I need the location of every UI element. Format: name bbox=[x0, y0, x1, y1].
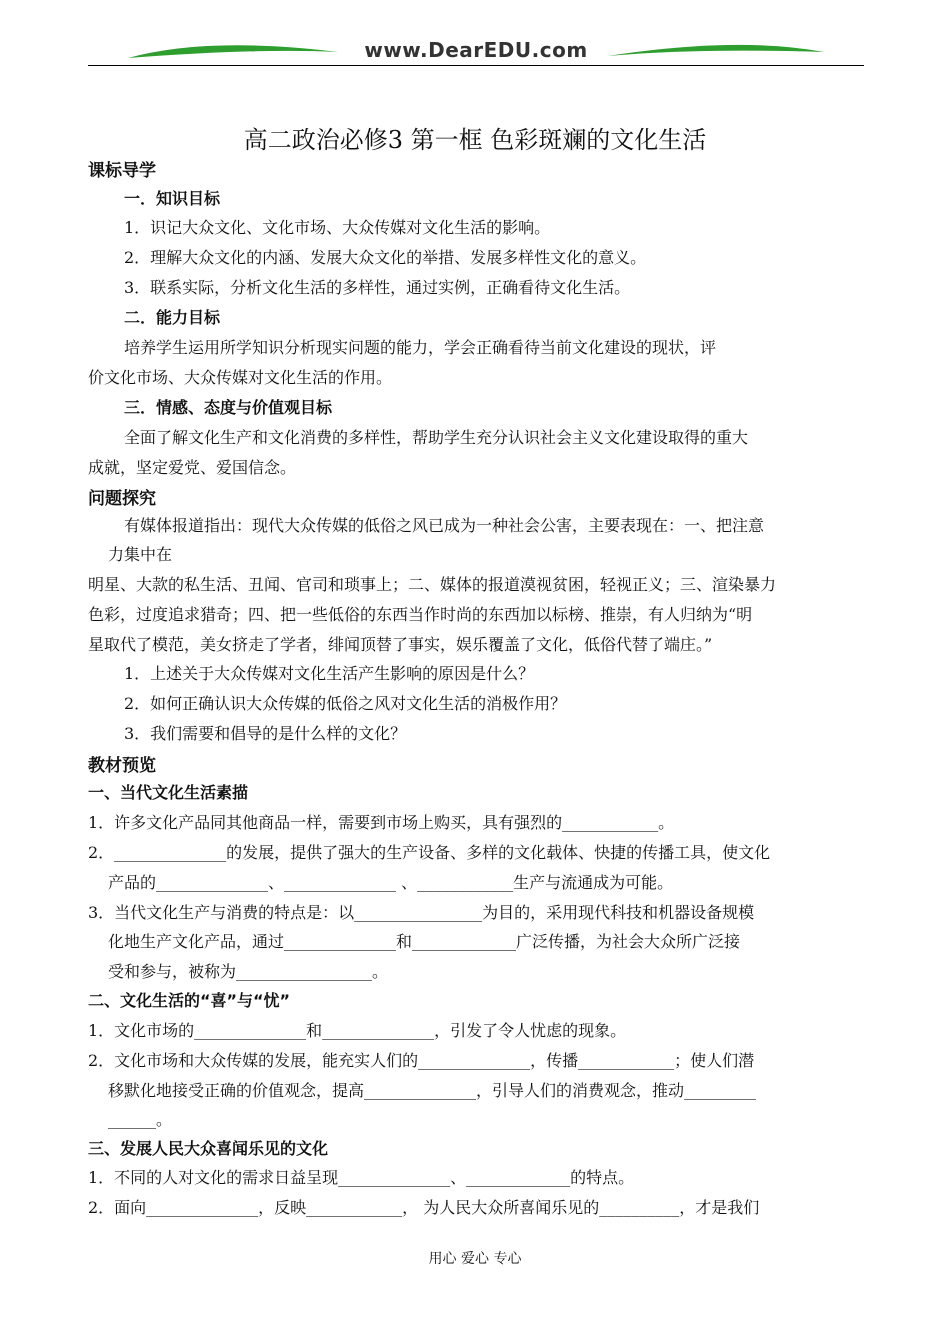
inquiry-question-1: 1．上述关于大众传媒对文化生活产生影响的原因是什么？ bbox=[124, 664, 535, 683]
emotion-text-2: 成就，坚定爱党、爱国信念。 bbox=[88, 458, 297, 477]
ability-text-2: 价文化市场、大众传媒对文化生活的作用。 bbox=[88, 368, 393, 387]
knowledge-item-2: 2．理解大众文化的内涵、发展大众文化的举措、发展多样性文化的意义。 bbox=[124, 248, 647, 267]
preview-line-12: 2．面向______________，反映____________， 为人民大众所喜闻乐见的__________，才是我们 bbox=[88, 1198, 760, 1217]
subheading-ability: 二．能力目标 bbox=[124, 308, 221, 327]
ability-text-1: 培养学生运用所学知识分析现实问题的能力，学会正确看待当前文化建设的现状，评 bbox=[124, 338, 717, 357]
preview-line-3: 产品的______________、______________ 、____________生产与流通成为可能。 bbox=[108, 873, 674, 892]
preview-line-8: 2．文化市场和大众传媒的发展，能充实人们的______________，传播____________；使人们潜 bbox=[88, 1051, 755, 1070]
section-heading-jiaocai: 教材预览 bbox=[88, 756, 156, 776]
emotion-text-1: 全面了解文化生产和文化消费的多样性，帮助学生充分认识社会主义文化建设取得的重大 bbox=[124, 428, 749, 447]
inquiry-paragraph-5: 星取代了模范，美女挤走了学者，绯闻顶替了事实，娱乐覆盖了文化，低俗代替了端庄。” bbox=[88, 635, 713, 654]
preview-line-1: 1．许多文化产品同其他商品一样，需要到市场上购买，具有强烈的____________。 bbox=[88, 813, 675, 832]
preview-line-10: ______。 bbox=[108, 1110, 173, 1129]
header-rule bbox=[88, 65, 864, 66]
inquiry-question-2: 2．如何正确认识大众传媒的低俗之风对文化生活的消极作用？ bbox=[124, 694, 567, 713]
site-logo-text: www.DearEDU.com bbox=[364, 38, 588, 62]
inquiry-paragraph-3: 明星、大款的私生活、丑闻、官司和琐事上；二、媒体的报道漠视贫困，轻视正义；三、渲染暴力 bbox=[88, 575, 777, 594]
page-title: 高二政治必修3 第一框 色彩斑斓的文化生活 bbox=[243, 126, 707, 154]
inquiry-question-3: 3．我们需要和倡导的是什么样的文化？ bbox=[124, 724, 407, 743]
header-banner bbox=[88, 38, 864, 68]
page-footer: 用心 爱心 专心 bbox=[428, 1251, 522, 1267]
subheading-part-1: 一、当代文化生活素描 bbox=[88, 783, 249, 802]
preview-line-4: 3．当代文化生产与消费的特点是：以________________为目的，采用现代科技和机器设备规模 bbox=[88, 903, 755, 922]
preview-line-11: 1．不同的人对文化的需求日益呈现______________、_____________的特点。 bbox=[88, 1168, 635, 1187]
knowledge-item-1: 1．识记大众文化、文化市场、大众传媒对文化生活的影响。 bbox=[124, 218, 551, 237]
knowledge-item-3: 3．联系实际，分析文化生活的多样性，通过实例，正确看待文化生活。 bbox=[124, 278, 631, 297]
inquiry-paragraph-4: 色彩，过度追求猎奇；四、把一些低俗的东西当作时尚的东西加以标榜、推崇，有人归纳为“明 bbox=[88, 605, 753, 624]
preview-line-9: 移默化地接受正确的价值观念，提高______________，引导人们的消费观念，推动_________ bbox=[108, 1081, 757, 1100]
subheading-knowledge: 一．知识目标 bbox=[124, 189, 221, 208]
preview-line-2: 2．______________的发展，提供了强大的生产设备、多样的文化载体、快捷的传播工具，使文化 bbox=[88, 843, 771, 862]
preview-line-5: 化地生产文化产品，通过______________和_____________广泛传播，为社会大众所广泛接 bbox=[108, 932, 741, 951]
subheading-part-3: 三、发展人民大众喜闻乐见的文化 bbox=[88, 1139, 329, 1158]
inquiry-paragraph-2: 力集中在 bbox=[108, 545, 173, 564]
inquiry-paragraph-1: 有媒体报道指出：现代大众传媒的低俗之风已成为一种社会公害，主要表现在：一、把注意 bbox=[124, 516, 765, 535]
section-heading-kebiao: 课标导学 bbox=[88, 161, 156, 181]
subheading-emotion: 三．情感、态度与价值观目标 bbox=[124, 398, 333, 417]
preview-line-7: 1．文化市场的______________和______________，引发了令人忧虑的现象。 bbox=[88, 1021, 627, 1040]
subheading-part-2: 二、文化生活的“喜”与“忧” bbox=[88, 991, 291, 1010]
preview-line-6: 受和参与，被称为_________________。 bbox=[108, 962, 389, 981]
section-heading-wenti: 问题探究 bbox=[88, 489, 156, 509]
